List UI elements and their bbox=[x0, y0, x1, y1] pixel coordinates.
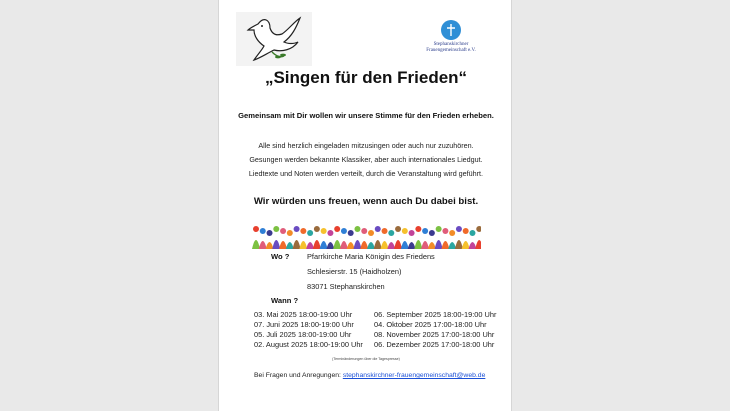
person-head bbox=[314, 226, 320, 232]
person-body bbox=[286, 242, 294, 249]
person-body bbox=[414, 240, 422, 249]
person-head bbox=[253, 226, 259, 232]
date-right-2: 04. Oktober 2025 17:00-18:00 Uhr bbox=[374, 320, 487, 329]
person-body bbox=[435, 240, 443, 249]
person-head bbox=[442, 228, 448, 234]
person-body bbox=[367, 242, 375, 249]
person-body bbox=[340, 241, 348, 249]
person-body bbox=[313, 240, 321, 249]
person-body bbox=[441, 241, 449, 249]
crowd-illustration bbox=[251, 221, 481, 249]
flyer-page bbox=[218, 0, 512, 411]
person-body bbox=[320, 241, 328, 249]
person-head bbox=[368, 230, 374, 236]
contact-line bbox=[254, 372, 485, 379]
person-head bbox=[321, 228, 327, 234]
date-left-3: 05. Juli 2025 18:00-19:00 Uhr bbox=[254, 330, 352, 339]
person-head bbox=[409, 230, 415, 236]
organization-logo bbox=[419, 20, 483, 56]
date-left-1: 03. Mai 2025 18:00-19:00 Uhr bbox=[254, 310, 353, 319]
when-label: Wann ? bbox=[271, 296, 299, 305]
person-head bbox=[476, 226, 481, 232]
person-body bbox=[394, 240, 402, 249]
person-head bbox=[449, 230, 455, 236]
person-body bbox=[475, 240, 481, 249]
person-head bbox=[422, 228, 428, 234]
person-body bbox=[266, 242, 274, 249]
person-head bbox=[395, 226, 401, 232]
schedule-note: (Terminänderungen über die Tagespresse) bbox=[332, 357, 400, 361]
person-body bbox=[293, 240, 301, 249]
person-body bbox=[360, 241, 368, 249]
person-body bbox=[468, 242, 476, 249]
person-head bbox=[402, 228, 408, 234]
person-body bbox=[401, 241, 409, 249]
person-head bbox=[341, 228, 347, 234]
subtitle: Gemeinsam mit Dir wollen wir unsere Stimme für den Frieden erheben. bbox=[238, 111, 494, 120]
person-body bbox=[306, 242, 314, 249]
date-right-1: 06. September 2025 18:00-19:00 Uhr bbox=[374, 310, 497, 319]
location-street: Schlesierstr. 15 (Haidholzen) bbox=[307, 267, 402, 276]
person-body bbox=[347, 242, 355, 249]
cross-icon bbox=[441, 20, 461, 40]
person-head bbox=[415, 226, 421, 232]
person-body bbox=[272, 240, 280, 249]
person-body bbox=[299, 241, 307, 249]
intro-line-2: Gesungen werden bekannte Klassiker, aber auch internationales Liedgut. bbox=[249, 155, 483, 164]
person-head bbox=[354, 226, 360, 232]
person-head bbox=[307, 230, 313, 236]
location-city: 83071 Stephanskirchen bbox=[307, 282, 385, 291]
person-body bbox=[428, 242, 436, 249]
person-head bbox=[382, 228, 388, 234]
person-body bbox=[455, 240, 463, 249]
person-body bbox=[408, 242, 416, 249]
person-body bbox=[353, 240, 361, 249]
person-body bbox=[252, 240, 260, 249]
person-head bbox=[436, 226, 442, 232]
person-head bbox=[327, 230, 333, 236]
person-body bbox=[279, 241, 287, 249]
person-body bbox=[387, 242, 395, 249]
intro-line-1: Alle sind herzlich eingeladen mitzusingen oder auch nur zuzuhören. bbox=[258, 141, 474, 150]
person-body bbox=[259, 241, 267, 249]
page-title: „Singen für den Frieden“ bbox=[264, 68, 468, 87]
date-right-4: 06. Dezember 2025 17:00-18:00 Uhr bbox=[374, 340, 495, 349]
person-head bbox=[273, 226, 279, 232]
dove-image bbox=[236, 12, 312, 66]
person-head bbox=[463, 228, 469, 234]
date-left-2: 07. Juni 2025 18:00-19:00 Uhr bbox=[254, 320, 354, 329]
organization-name-line-1: Stephanskirchner bbox=[433, 42, 469, 47]
person-head bbox=[456, 226, 462, 232]
person-head bbox=[267, 230, 273, 236]
person-head bbox=[334, 226, 340, 232]
person-body bbox=[421, 241, 429, 249]
invitation-text: Wir würden uns freuen, wenn auch Du dabei bist. bbox=[253, 196, 479, 207]
person-head bbox=[429, 230, 435, 236]
person-head bbox=[294, 226, 300, 232]
person-head bbox=[280, 228, 286, 234]
organization-name bbox=[419, 42, 483, 54]
intro-line-3: Liedtexte und Noten werden verteilt, durch die Veranstaltung wird geführt. bbox=[248, 169, 484, 178]
contact-email-link[interactable]: stephanskirchner-frauengemeinschaft@web.de bbox=[342, 372, 486, 379]
person-body bbox=[374, 240, 382, 249]
person-head bbox=[469, 230, 475, 236]
person-head bbox=[287, 230, 293, 236]
location-church: Pfarrkirche Maria Königin des Friedens bbox=[307, 252, 435, 261]
person-head bbox=[348, 230, 354, 236]
person-head bbox=[361, 228, 367, 234]
date-right-3: 08. November 2025 17:00-18:00 Uhr bbox=[374, 330, 495, 339]
person-body bbox=[462, 241, 470, 249]
person-body bbox=[448, 242, 456, 249]
contact-label: Bei Fragen und Anregungen: bbox=[254, 372, 341, 379]
organization-name-line-2: Frauengemeinschaft e.V. bbox=[426, 48, 476, 53]
where-label: Wo ? bbox=[271, 252, 290, 261]
person-head bbox=[375, 226, 381, 232]
person-body bbox=[333, 240, 341, 249]
person-head bbox=[300, 228, 306, 234]
person-body bbox=[381, 241, 389, 249]
person-head bbox=[260, 228, 266, 234]
person-body bbox=[326, 242, 334, 249]
person-head bbox=[388, 230, 394, 236]
date-left-4: 02. August 2025 18:00-19:00 Uhr bbox=[254, 340, 363, 349]
